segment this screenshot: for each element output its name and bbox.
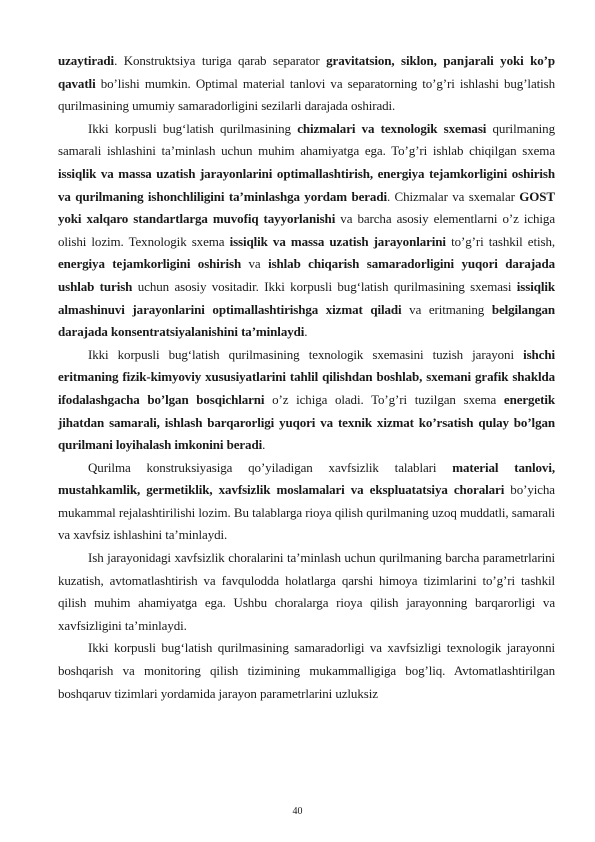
text-segment: va barcha asosiy elementlarni o’z ichiga olishi lozim. Texnologik sxema bbox=[58, 211, 555, 249]
text-segment: uchun asosiy vositadir. Ikki korpusli bug‘latish qurilmasining sxemasi bbox=[132, 278, 517, 294]
bold-text-segment: chizmalari va texnologik sxemasi bbox=[297, 120, 487, 136]
text-segment: . Konstruktsiya turiga qarab separator bbox=[114, 53, 327, 68]
text-segment: Qurilma konstruksiyasiga qo’yiladigan xavfsizlik talablari bbox=[88, 459, 453, 475]
paragraph-scheme-design-process bbox=[58, 344, 555, 457]
bold-text-segment: ishchi eritmaning fizik-kimyoviy xususiyatlarini tahlil qilishdan boshlab, sxemani grafik shaklda ifodalashgacha bo’lgan bosqichlarni bbox=[58, 346, 555, 407]
text-segment: . bbox=[304, 324, 308, 340]
page-number: 40 bbox=[292, 806, 303, 817]
text-segment: Ikki korpusli bug‘latish qurilmasining bbox=[88, 120, 298, 136]
paragraph-schematics-importance bbox=[58, 118, 555, 344]
text-segment: o’z ichiga oladi. To’g’ri tuzilgan sxema bbox=[264, 391, 504, 407]
text-segment: . bbox=[262, 437, 266, 453]
bold-text-segment: GOST yoki xalqaro standartlarga muvofiq tayyorlanishi bbox=[58, 188, 555, 227]
paragraph-safety-requirements bbox=[58, 457, 555, 547]
bold-text-segment: energiya tejamkorligini oshirish bbox=[58, 256, 242, 272]
paragraph-safety-measures bbox=[58, 547, 555, 637]
bold-text-segment: energetik jihatdan samarali, ishlash barqarorligi yuqori va texnik xizmat ko’rsatish qulay bo’lgan qurilmani loyihalash imkonini beradi bbox=[58, 391, 555, 453]
text-segment: Ikki korpusli bug‘latish qurilmasining samaradorligi va xavfsizligi texnologik jarayonni boshqarish va monitoring qilish tizimining mukammalligiga bog’liq. Avtomatlashtirilgan boshqaruv tizimlari yordamida jarayon parametrlarini uzluksiz bbox=[58, 640, 555, 701]
text-segment: Ikki korpusli bug‘latish qurilmasining texnologik sxemasini tuzish jarayoni bbox=[88, 346, 524, 362]
bold-text-segment: issiqlik almashinuvi jarayonlarini optimallashtirishga xizmat qiladi bbox=[58, 278, 556, 317]
text-segment: . Chizmalar va sxemalar bbox=[386, 188, 520, 204]
text-segment: qurilmaning samarali ishlashini ta’minlash uchun muhim ahamiyatga ega. To’g’ri ishlab chiqilgan sxema bbox=[58, 120, 555, 159]
bold-text-segment: issiqlik va massa uzatish jarayonlarini bbox=[229, 233, 446, 249]
text-segment: bo’yicha mukammal rejalashtirilishi lozim. Bu talablarga rioya qilish qurilmaning uzoq muddatli, samarali va xavfsiz ishlashini ta’minlaydi. bbox=[58, 482, 555, 543]
bold-text-segment: belgilangan darajada konsentratsiyalanishini ta’minlaydi bbox=[58, 301, 556, 340]
bold-text-segment: issiqlik va massa uzatish jarayonlarini optimallashtirish, energiya tejamkorligini oshirish va qurilmaning ishonchliligini ta’minlashga yordam beradi bbox=[58, 165, 555, 204]
text-segment: to’g’ri tashkil etish, bbox=[445, 233, 555, 249]
text-segment: bo’lishi mumkin. Optimal material tanlovi va separatorning to’g’ri ishlashi bug’latish qurilmasining umumiy samaradorligini sezilarli darajada oshiradi. bbox=[58, 75, 555, 114]
text-segment: va eritmaning bbox=[401, 301, 492, 317]
paragraph-process-control bbox=[58, 637, 555, 705]
bold-text-segment: gravitatsion, siklon, panjarali yoki ko’p qavatli bbox=[58, 53, 555, 91]
bold-text-segment: material tanlovi, mustahkamlik, germetiklik, xavfsizlik moslamalari va ekspluatatsiya choralari bbox=[58, 459, 555, 498]
text-segment: Ish jarayonidagi xavfsizlik choralarini ta’minlash uchun qurilmaning barcha parametrlarini kuzatish, avtomatlashtirish va favqulodda holatlarga qarshi himoya tizimlarini to’g’ri tashkil qilish muhim ahamiyatga ega. Ushbu choralarga rioya qilish jarayonning barqarorligi va xavfsizligini ta’minlaydi. bbox=[58, 550, 555, 633]
bold-text-segment: ishlab chiqarish samaradorligini yuqori darajada ushlab turish bbox=[58, 256, 555, 294]
bold-text-segment: uzaytiradi bbox=[58, 53, 115, 68]
text-segment: va bbox=[241, 256, 269, 272]
document-page bbox=[58, 50, 555, 705]
paragraph-separator-types bbox=[58, 50, 555, 118]
